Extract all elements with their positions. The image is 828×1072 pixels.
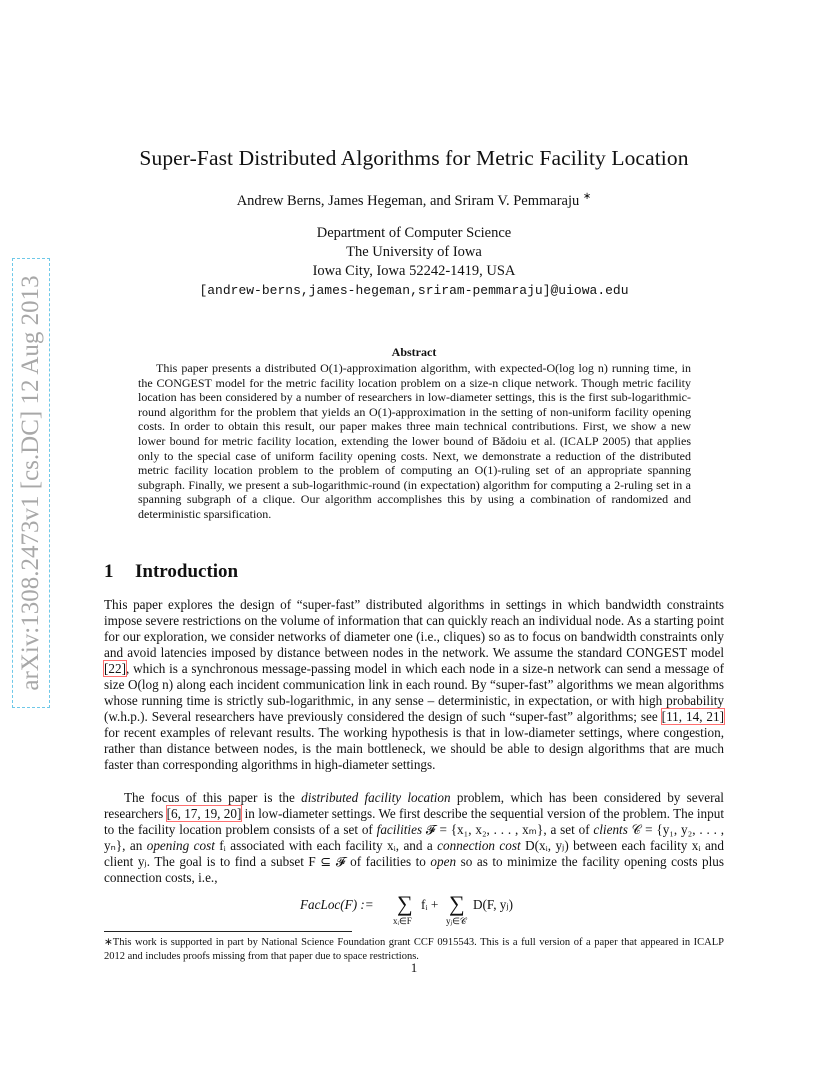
- para2-emph-b: facilities: [376, 822, 423, 838]
- affiliation-city: Iowa City, Iowa 52242-1419, USA: [312, 263, 516, 279]
- affiliation-univ: The University of Iowa: [346, 244, 482, 260]
- arxiv-stamp: [12, 258, 52, 708]
- para2-text-d: 𝓕 = {x₁, x₂, . . . , xₘ}, a set of: [422, 822, 594, 838]
- para2-text-c: in low-diameter settings. We first describe the sequential version of the problem. The input to the facility location problem consists of a set of: [104, 806, 724, 838]
- intro-paragraph-1: [104, 597, 724, 774]
- para2-emph-f: open: [430, 854, 457, 870]
- abstract-text: This paper presents a distributed O(1)-approximation algorithm, with expected-O(log log n) running time, in the CONGEST model for the metric facility location problem on a size-n clique network. Though metric facility location has been considered by a number of researchers in low-diameter settings, this is the first sub-logarithmic-round algorithm for the problem that yields an O(1)-approximation in the setting of non-uniform facility opening costs. In order to obtain this result, our paper makes three main technical contributions. First, we show a new lower bound for metric facility location, extending the lower bound of Bădoiu et al. (ICALP 2005) that applies only to the special case of uniform facility opening costs. Next, we demonstrate a reduction of the distributed metric facility location problem to the problem of computing an O(1)-ruling set of an appropriate spanning subgraph. Finally, we present a sub-logarithmic-round (in expectation) algorithm for computing a 2-ruling set in a spanning subgraph of a clique. Our algorithm accomplishes this by using a combination of randomized and deterministic sparsification.: [138, 361, 691, 521]
- sum-symbol-2: ∑: [449, 891, 465, 916]
- para2-text-h: so as to minimize the facility opening costs plus connection costs, i.e.,: [104, 854, 724, 886]
- para1-text-c: for recent examples of relevant results. The working hypothesis is that in low-diameter settings, where congestion, rather than distance between nodes, is the main bottleneck, we should be able to design algorithms that are much faster than corresponding algorithms in high-diameter settings.: [104, 725, 724, 773]
- formula-term-1: fᵢ +: [421, 897, 439, 912]
- formula-lhs: FacLoc(F) :=: [300, 897, 374, 912]
- abstract-heading: Abstract: [391, 345, 437, 359]
- section-heading: [104, 561, 238, 583]
- para2-text-g: D(xᵢ, yⱼ) between each facility xᵢ and client yⱼ. The goal is to find a subset F ⊆ 𝓕 of facilities to: [104, 838, 724, 870]
- paper-title: Super-Fast Distributed Algorithms for Metric Facility Location: [139, 146, 689, 170]
- facloc-formula: [300, 893, 530, 927]
- para2-text-f: fᵢ associated with each facility xᵢ, and a: [214, 838, 438, 854]
- citation-link[interactable]: [22]: [104, 661, 126, 677]
- section-title: Introduction: [135, 561, 239, 582]
- para2-text-a: The focus of this paper is the: [124, 790, 302, 805]
- authors: Andrew Berns, James Hegeman, and Sriram V. Pemmaraju: [236, 192, 580, 209]
- footnote: ∗This work is supported in part by National Science Foundation grant CCF 0915543. This is a full version of a paper that appeared in ICALP 2012 and includes proofs missing from that paper due to space restrictions.: [104, 937, 724, 962]
- para2-emph-c: clients: [593, 822, 628, 838]
- author-footnote-mark: ∗: [582, 191, 592, 202]
- citation-link[interactable]: [6, 17, 19, 20]: [166, 806, 242, 822]
- formula-sub-1: xᵢ∈F: [393, 916, 412, 926]
- intro-paragraph-2: [104, 790, 724, 886]
- para1-text-b: , which is a synchronous message-passing model in which each node in a size-n network can send a message of size O(log n) along each incident communication link in each round. By “super-fast” algorithms we mean algorithms whose running time is strictly sub-logarithmic, in any sense – deterministic, in expectation, or with high probability (w.h.p.). Several researchers have previously considered the design of such “super-fast” algorithms; see: [104, 661, 724, 725]
- footnote-rule: [104, 931, 352, 932]
- para1-text-a: This paper explores the design of “super-fast” distributed algorithms in settings in which bandwidth constraints impose severe restrictions on the volume of information that can quickly reach an individual node. As a starting point for our exploration, we consider networks of diameter one (i.e., cliques) so as to focus on bandwidth constraints only and avoid latencies imposed by distance between nodes in the network. We assume the standard CONGEST model: [104, 597, 724, 661]
- para2-emph-e: connection cost: [437, 838, 521, 854]
- author-emails: [andrew-berns,james-hegeman,sriram-pemmaraju]@uiowa.edu: [199, 283, 629, 298]
- para2-emph-a: distributed facility location: [301, 790, 451, 805]
- formula-term-2: D(F, yⱼ): [473, 897, 514, 912]
- arxiv-id: arXiv:1308.2473v1 [cs.DC] 12 Aug 2013: [17, 275, 44, 691]
- sum-symbol-1: ∑: [397, 891, 413, 916]
- formula-sub-2: yⱼ∈𝒞: [446, 916, 467, 926]
- section-number: 1: [104, 561, 114, 582]
- author-line: [0, 191, 828, 210]
- affiliation-dept: Department of Computer Science: [316, 225, 512, 241]
- page-number: 1: [410, 960, 418, 975]
- para2-text-b: problem, which has been considered by several researchers: [104, 790, 724, 822]
- affiliation: [0, 224, 828, 300]
- para2-text-e: 𝒞 = {y₁, y₂, . . . , yₙ}, an: [104, 822, 724, 854]
- citation-link[interactable]: [11, 14, 21]: [661, 709, 725, 725]
- para2-emph-d: opening cost: [146, 838, 215, 854]
